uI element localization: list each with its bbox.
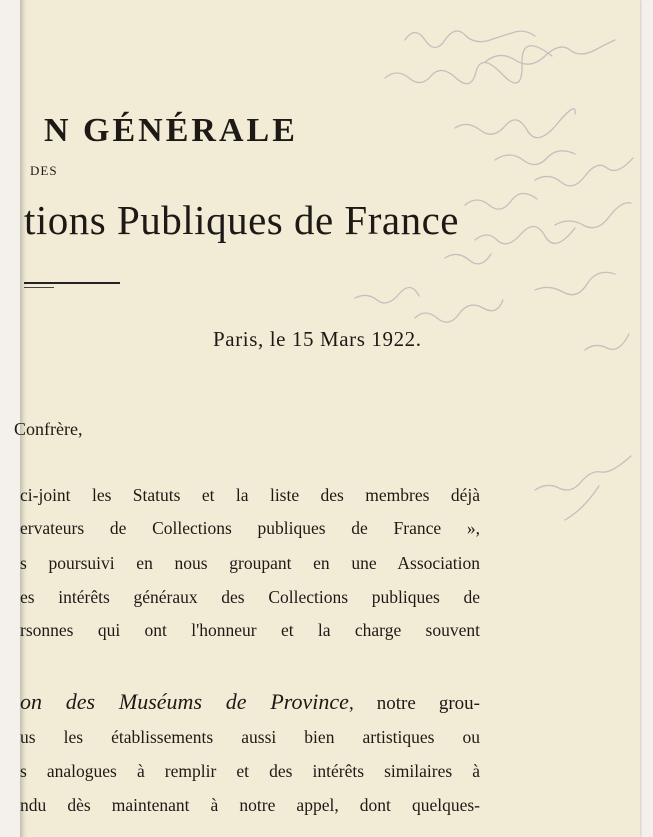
document-page: [14, 0, 640, 837]
body-line-2: ervateurs de Collections publiques de France »,: [20, 518, 480, 538]
body-line-8: s analogues à remplir et des intérêts similaires à: [20, 761, 480, 781]
body-line-9: ndu dès maintenant à notre appel, dont quelques-: [20, 795, 480, 815]
letterhead-rule-short: [24, 287, 54, 288]
body-line-1: ci-joint les Statuts et la liste des membres déjà: [20, 485, 480, 505]
body-line-6: on des Muséums de Province, notre grou-: [20, 689, 480, 714]
date-line: Paris, le 15 Mars 1922.: [213, 327, 422, 351]
letterhead-title: N GÉNÉRALE: [44, 112, 298, 149]
letterhead-rule: [24, 282, 120, 284]
letterhead-subtitle: tions Publiques de France: [24, 197, 459, 243]
society-name-italic: on des Muséums de Province: [20, 689, 349, 714]
body-line-5: rsonnes qui ont l'honneur et la charge souvent: [20, 620, 480, 640]
salutation: Confrère,: [14, 419, 83, 439]
letterhead-des: DES: [30, 163, 58, 178]
body-line-4: es intérêts généraux des Collections publiques de: [20, 587, 480, 607]
body-line-7: us les établissements aussi bien artistiques ou: [20, 727, 480, 747]
body-line-3: s poursuivi en nous groupant en une Association: [20, 553, 480, 573]
